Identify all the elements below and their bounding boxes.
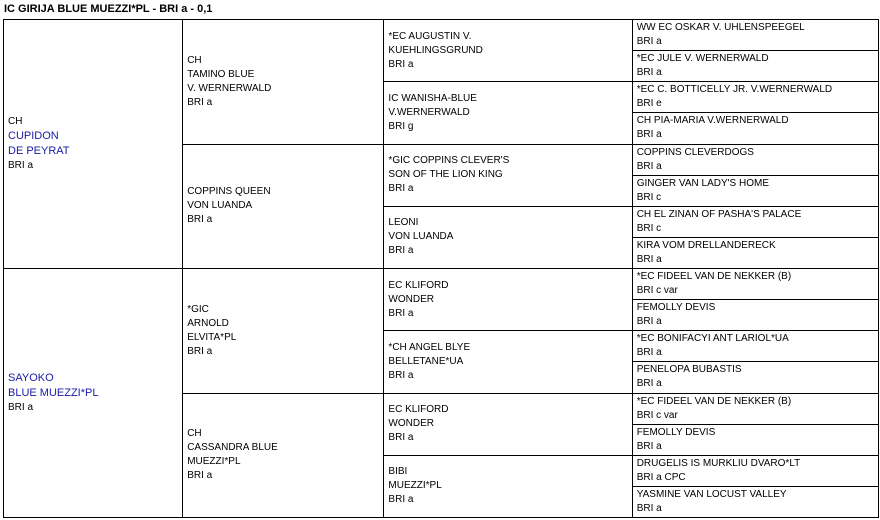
ancestor-class: BRI a: [388, 245, 414, 257]
ancestor-class: BRI a: [388, 369, 414, 381]
great-grandparent-cell: [384, 393, 632, 455]
ancestor-name-line: WONDER: [388, 293, 434, 305]
ancestor-name-line: CH: [187, 54, 202, 66]
ancestor-class: BRI g: [388, 120, 414, 132]
ancestor-class: BRI a: [636, 502, 662, 514]
great-great-grandparent-cell: [632, 269, 878, 300]
ancestor-name: PENELOPA BUBASTIS: [636, 364, 742, 376]
great-great-grandparent-cell: [632, 51, 878, 82]
ancestor-name-line: KUEHLINGSGRUND: [388, 44, 483, 56]
ancestor-name-line: VON LUANDA: [388, 231, 454, 243]
ancestor-name: *EC FIDEEL VAN DE NEKKER (B): [636, 395, 792, 407]
ancestor-class: BRI a: [187, 345, 213, 357]
pedigree-title: IC GIRIJA BLUE MUEZZI*PL - BRI a - 0,1: [4, 3, 213, 15]
ancestor-name-line: MUEZZI*PL: [388, 480, 442, 492]
ancestor-name: CH PIA-MARIA V.WERNERWALD: [636, 115, 789, 127]
ancestor-name: WW EC OSKAR V. UHLENSPEEGEL: [636, 22, 805, 34]
great-great-grandparent-cell: [632, 175, 878, 206]
great-great-grandparent-cell: [632, 144, 878, 175]
ancestor-class: BRI a: [636, 440, 662, 452]
great-grandparent-cell: [384, 82, 632, 144]
ancestor-class: BRI c: [636, 191, 662, 203]
parent-class: BRI a: [8, 402, 34, 413]
ancestor-class: BRI a: [636, 160, 662, 172]
ancestor-name: *EC BONIFACYI ANT LARIOL*UA: [636, 333, 789, 345]
ancestor-name-line: *GIC COPPINS CLEVER'S: [388, 155, 510, 167]
great-great-grandparent-cell: [632, 237, 878, 268]
ancestor-class: BRI a: [636, 316, 662, 328]
pedigree-row: [4, 20, 879, 51]
ancestor-class: BRI a: [187, 470, 213, 482]
ancestor-name: KIRA VOM DRELLANDERECK: [636, 239, 776, 251]
great-grandparent-cell: [384, 331, 632, 393]
ancestor-class: BRI a: [636, 129, 662, 141]
ancestor-name-line: SON OF THE LION KING: [388, 169, 503, 181]
ancestor-class: BRI a: [388, 432, 414, 444]
great-great-grandparent-cell: [632, 455, 878, 486]
ancestor-name-line: VON LUANDA: [187, 200, 253, 212]
ancestor-class: BRI a: [388, 494, 414, 506]
ancestor-name: FEMOLLY DEVIS: [636, 426, 716, 438]
ancestor-class: BRI a: [636, 347, 662, 359]
ancestor-name-line: TAMINO BLUE: [187, 68, 255, 80]
ancestor-class: BRI a: [636, 378, 662, 390]
ancestor-class: BRI a: [187, 214, 213, 226]
great-grandparent-cell: [384, 455, 632, 517]
grandparent-cell: [183, 393, 384, 518]
ancestor-class: BRI a: [636, 67, 662, 79]
ancestor-name: *EC JULE V. WERNERWALD: [636, 53, 769, 65]
ancestor-name: GINGER VAN LADY'S HOME: [636, 177, 770, 189]
ancestor-name: FEMOLLY DEVIS: [636, 302, 716, 314]
ancestor-class: BRI e: [636, 98, 662, 110]
parent-name: CUPIDON: [8, 130, 59, 142]
ancestor-class: BRI a: [388, 307, 414, 319]
great-great-grandparent-cell: [632, 393, 878, 424]
ancestor-name: COPPINS CLEVERDOGS: [636, 146, 754, 158]
ancestor-name-line: ARNOLD: [187, 317, 229, 329]
great-great-grandparent-cell: [632, 331, 878, 362]
ancestor-name: YASMINE VAN LOCUST VALLEY: [636, 488, 787, 500]
grandparent-cell: [183, 20, 384, 145]
grandparent-cell: [183, 144, 384, 269]
ancestor-class: BRI a: [187, 96, 213, 108]
ancestor-name-line: CH: [187, 428, 202, 440]
ancestor-class: BRI a: [636, 36, 662, 48]
ancestor-name-line: WONDER: [388, 418, 434, 430]
great-grandparent-cell: [384, 144, 632, 206]
ancestor-name-line: *CH ANGEL BLYE: [388, 341, 471, 353]
ancestor-name-line: EC KLIFORD: [388, 279, 449, 291]
great-great-grandparent-cell: [632, 20, 878, 51]
ancestor-name-line: *EC AUGUSTIN V.: [388, 30, 472, 42]
ancestor-name-line: LEONI: [388, 217, 419, 229]
ancestor-name-line: MUEZZI*PL: [187, 456, 241, 468]
ancestor-class: BRI a: [388, 183, 414, 195]
ancestor-name-line: CASSANDRA BLUE: [187, 442, 278, 454]
ancestor-name-line: V.WERNERWALD: [388, 106, 470, 118]
pedigree-row: [4, 269, 879, 300]
ancestor-class: BRI c var: [636, 285, 678, 297]
ancestor-name: CH EL ZINAN OF PASHA'S PALACE: [636, 208, 802, 220]
great-great-grandparent-cell: [632, 82, 878, 113]
ancestor-name-line: BELLETANE*UA: [388, 355, 464, 367]
great-grandparent-cell: [384, 20, 632, 82]
great-great-grandparent-cell: [632, 424, 878, 455]
ancestor-name-line: COPPINS QUEEN: [187, 186, 271, 198]
ancestor-name: *EC C. BOTTICELLY JR. V.WERNERWALD: [636, 84, 833, 96]
ancestor-class: BRI c: [636, 222, 662, 234]
sire-cell: [4, 20, 183, 269]
ancestor-name: DRUGELIS IS MURKLIU DVARO*LT: [636, 457, 801, 469]
great-grandparent-cell: [384, 206, 632, 268]
great-great-grandparent-cell: [632, 206, 878, 237]
parent-name: BLUE MUEZZI*PL: [8, 387, 99, 399]
ancestor-name-line: *GIC: [187, 303, 209, 315]
ancestor-class: BRI a: [636, 253, 662, 265]
parent-name: DE PEYRAT: [8, 145, 70, 157]
great-great-grandparent-cell: [632, 300, 878, 331]
great-grandparent-cell: [384, 269, 632, 331]
ancestor-name-line: BIBI: [388, 466, 408, 478]
ancestor-class: BRI c var: [636, 409, 678, 421]
great-great-grandparent-cell: [632, 113, 878, 144]
ancestor-class: BRI a: [388, 58, 414, 70]
ancestor-name-line: V. WERNERWALD: [187, 82, 272, 94]
parent-prefix: CH: [8, 116, 23, 127]
grandparent-cell: [183, 269, 384, 394]
ancestor-class: BRI a CPC: [636, 471, 686, 483]
ancestor-name-line: EC KLIFORD: [388, 404, 449, 416]
pedigree-table: [3, 19, 879, 518]
ancestor-name-line: ELVITA*PL: [187, 331, 237, 343]
parent-name: SAYOKO: [8, 372, 54, 384]
dam-cell: [4, 269, 183, 518]
great-great-grandparent-cell: [632, 362, 878, 393]
parent-class: BRI a: [8, 160, 34, 171]
ancestor-name-line: IC WANISHA-BLUE: [388, 92, 477, 104]
great-great-grandparent-cell: [632, 486, 878, 517]
ancestor-name: *EC FIDEEL VAN DE NEKKER (B): [636, 271, 792, 283]
